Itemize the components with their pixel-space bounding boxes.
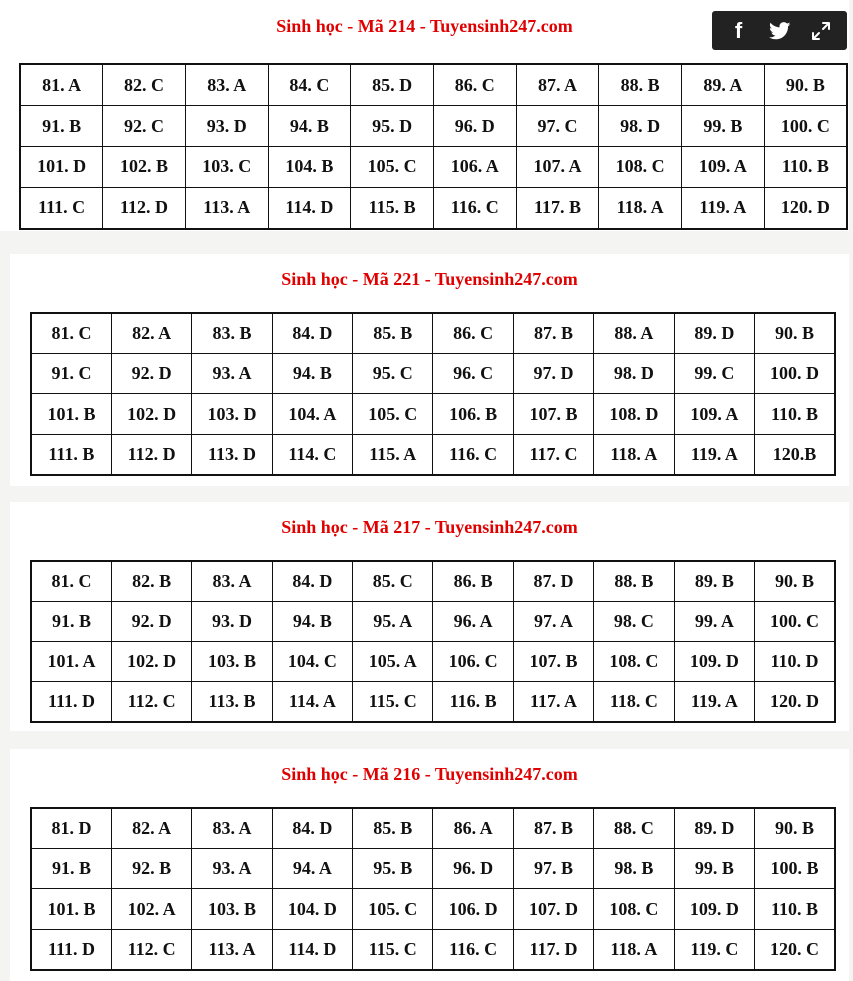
answer-cell: 94. A	[272, 849, 352, 889]
answer-cell: 97. D	[513, 354, 593, 394]
answer-cell: 116. C	[433, 434, 513, 475]
answer-cell: 107. A	[516, 146, 599, 187]
share-toolbar	[712, 11, 847, 50]
answer-cell: 94. B	[268, 106, 351, 147]
answer-cell: 87. D	[513, 561, 593, 602]
answer-cell: 100. C	[764, 106, 847, 147]
answer-cell: 103. B	[192, 641, 272, 681]
answer-cell: 106. C	[433, 641, 513, 681]
answer-cell: 115. C	[353, 681, 433, 722]
table-row	[31, 808, 835, 849]
twitter-share-button[interactable]	[765, 16, 795, 46]
answer-cell: 118. A	[594, 434, 674, 475]
answer-key-panel	[10, 502, 849, 731]
table-row	[31, 354, 835, 394]
answer-cell: 100. C	[755, 602, 835, 642]
answer-cell: 90. B	[755, 808, 835, 849]
answer-cell: 119. A	[682, 187, 765, 229]
answer-cell: 93. A	[192, 354, 272, 394]
answer-cell: 97. A	[513, 602, 593, 642]
answer-cell: 90. B	[755, 313, 835, 354]
answer-cell: 89. A	[682, 64, 765, 106]
answer-cell: 111. D	[31, 681, 111, 722]
table-row	[31, 929, 835, 970]
answer-cell: 102. D	[111, 394, 191, 434]
answer-cell: 110. B	[764, 146, 847, 187]
answer-cell: 112. D	[103, 187, 186, 229]
answer-cell: 111. C	[20, 187, 103, 229]
answer-cell: 90. B	[764, 64, 847, 106]
answer-cell: 92. C	[103, 106, 186, 147]
table-row	[20, 146, 847, 187]
answer-cell: 87. B	[513, 313, 593, 354]
answer-cell: 115. C	[353, 929, 433, 970]
answer-cell: 105. C	[353, 394, 433, 434]
answer-cell: 115. B	[351, 187, 434, 229]
answer-cell: 100. D	[755, 354, 835, 394]
answer-cell: 95. A	[353, 602, 433, 642]
answer-cell: 94. B	[272, 602, 352, 642]
answer-cell: 84. D	[272, 313, 352, 354]
answer-cell: 99. A	[674, 602, 754, 642]
answer-cell: 96. C	[433, 354, 513, 394]
section-title: Sinh học - Mã 214 - Tuyensinh247.com	[276, 16, 573, 36]
table-row	[20, 106, 847, 147]
answer-cell: 103. D	[192, 394, 272, 434]
answer-table	[30, 560, 836, 723]
answer-cell: 105. C	[353, 889, 433, 929]
section-title: Sinh học - Mã 216 - Tuyensinh247.com	[281, 764, 578, 784]
answer-cell: 106. B	[433, 394, 513, 434]
table-row	[20, 64, 847, 106]
answer-cell: 95. C	[353, 354, 433, 394]
answer-cell: 106. D	[433, 889, 513, 929]
answer-cell: 109. D	[674, 889, 754, 929]
answer-cell: 117. D	[513, 929, 593, 970]
answer-cell: 102. A	[111, 889, 191, 929]
answer-cell: 108. C	[599, 146, 682, 187]
answer-cell: 112. C	[111, 681, 191, 722]
answer-cell: 113. A	[192, 929, 272, 970]
answer-cell: 98. D	[594, 354, 674, 394]
answer-cell: 110. D	[755, 641, 835, 681]
answer-cell: 116. C	[433, 929, 513, 970]
answer-cell: 118. C	[594, 681, 674, 722]
answer-cell: 114. C	[272, 434, 352, 475]
answer-cell: 120.B	[755, 434, 835, 475]
answer-cell: 99. B	[674, 849, 754, 889]
answer-cell: 120. D	[755, 681, 835, 722]
answer-cell: 86. C	[433, 64, 516, 106]
answer-cell: 119. C	[674, 929, 754, 970]
answer-cell: 107. B	[513, 394, 593, 434]
answer-cell: 114. D	[272, 929, 352, 970]
answer-cell: 92. D	[111, 354, 191, 394]
answer-cell: 110. B	[755, 394, 835, 434]
answer-cell: 96. A	[433, 602, 513, 642]
answer-cell: 118. A	[594, 929, 674, 970]
answer-table	[30, 312, 836, 476]
answer-cell: 88. B	[599, 64, 682, 106]
answer-cell: 111. D	[31, 929, 111, 970]
answer-cell: 102. B	[103, 146, 186, 187]
answer-cell: 103. C	[185, 146, 268, 187]
answer-cell: 110. B	[755, 889, 835, 929]
facebook-icon: f	[734, 17, 743, 43]
answer-cell: 107. D	[513, 889, 593, 929]
answer-cell: 98. C	[594, 602, 674, 642]
answer-cell: 84. C	[268, 64, 351, 106]
twitter-icon	[769, 22, 791, 40]
answer-cell: 115. A	[353, 434, 433, 475]
answer-cell: 85. C	[353, 561, 433, 602]
answer-cell: 98. B	[594, 849, 674, 889]
answer-cell: 84. D	[272, 808, 352, 849]
answer-cell: 104. D	[272, 889, 352, 929]
answer-cell: 113. A	[185, 187, 268, 229]
answer-cell: 99. C	[674, 354, 754, 394]
answer-cell: 81. D	[31, 808, 111, 849]
answer-cell: 95. B	[353, 849, 433, 889]
answer-cell: 97. C	[516, 106, 599, 147]
answer-cell: 85. B	[353, 808, 433, 849]
answer-cell: 87. A	[516, 64, 599, 106]
table-row	[31, 434, 835, 475]
answer-cell: 104. B	[268, 146, 351, 187]
answer-cell: 89. D	[674, 313, 754, 354]
answer-cell: 113. B	[192, 681, 272, 722]
answer-cell: 117. A	[513, 681, 593, 722]
table-row	[31, 561, 835, 602]
facebook-share-button[interactable]	[724, 16, 754, 46]
answer-cell: 113. D	[192, 434, 272, 475]
answer-cell: 87. B	[513, 808, 593, 849]
answer-table	[19, 63, 848, 230]
answer-cell: 109. A	[682, 146, 765, 187]
table-row	[31, 889, 835, 929]
answer-key-panel	[10, 749, 849, 981]
answer-cell: 106. A	[433, 146, 516, 187]
answer-cell: 108. C	[594, 889, 674, 929]
answer-cell: 119. A	[674, 434, 754, 475]
section-title: Sinh học - Mã 221 - Tuyensinh247.com	[281, 269, 578, 289]
answer-cell: 105. C	[351, 146, 434, 187]
answer-cell: 81. C	[31, 313, 111, 354]
answer-cell: 118. A	[599, 187, 682, 229]
answer-cell: 101. A	[31, 641, 111, 681]
answer-cell: 100. B	[755, 849, 835, 889]
answer-cell: 86. B	[433, 561, 513, 602]
table-row	[20, 187, 847, 229]
answer-cell: 85. D	[351, 64, 434, 106]
answer-cell: 91. C	[31, 354, 111, 394]
answer-cell: 83. B	[192, 313, 272, 354]
answer-cell: 82. A	[111, 808, 191, 849]
answer-cell: 81. C	[31, 561, 111, 602]
answer-cell: 93. D	[192, 602, 272, 642]
answer-cell: 91. B	[31, 602, 111, 642]
answer-cell: 119. A	[674, 681, 754, 722]
answer-cell: 108. D	[594, 394, 674, 434]
answer-cell: 99. B	[682, 106, 765, 147]
answer-cell: 81. A	[20, 64, 103, 106]
answer-cell: 95. D	[351, 106, 434, 147]
answer-cell: 82. B	[111, 561, 191, 602]
expand-icon	[811, 21, 831, 41]
table-row	[31, 602, 835, 642]
answer-cell: 112. C	[111, 929, 191, 970]
answer-cell: 89. B	[674, 561, 754, 602]
table-row	[31, 849, 835, 889]
answer-cell: 117. C	[513, 434, 593, 475]
answer-cell: 83. A	[192, 561, 272, 602]
answer-cell: 88. B	[594, 561, 674, 602]
answer-cell: 94. B	[272, 354, 352, 394]
answer-cell: 116. C	[433, 187, 516, 229]
answer-cell: 98. D	[599, 106, 682, 147]
answer-cell: 85. B	[353, 313, 433, 354]
answer-cell: 109. A	[674, 394, 754, 434]
answer-cell: 114. D	[268, 187, 351, 229]
answer-cell: 93. A	[192, 849, 272, 889]
answer-cell: 111. B	[31, 434, 111, 475]
answer-cell: 96. D	[433, 106, 516, 147]
answer-table	[30, 807, 836, 971]
answer-cell: 97. B	[513, 849, 593, 889]
answer-cell: 101. D	[20, 146, 103, 187]
answer-cell: 102. D	[111, 641, 191, 681]
answer-cell: 108. C	[594, 641, 674, 681]
answer-cell: 86. C	[433, 313, 513, 354]
answer-cell: 91. B	[31, 849, 111, 889]
answer-cell: 105. A	[353, 641, 433, 681]
answer-cell: 117. B	[516, 187, 599, 229]
answer-cell: 92. D	[111, 602, 191, 642]
answer-cell: 101. B	[31, 394, 111, 434]
answer-cell: 101. B	[31, 889, 111, 929]
table-row	[31, 681, 835, 722]
answer-cell: 112. D	[111, 434, 191, 475]
answer-cell: 90. B	[755, 561, 835, 602]
answer-cell: 116. B	[433, 681, 513, 722]
answer-cell: 83. A	[185, 64, 268, 106]
table-row	[31, 313, 835, 354]
answer-cell: 83. A	[192, 808, 272, 849]
table-row	[31, 394, 835, 434]
answer-cell: 93. D	[185, 106, 268, 147]
answer-cell: 114. A	[272, 681, 352, 722]
answer-cell: 82. C	[103, 64, 186, 106]
answer-cell: 86. A	[433, 808, 513, 849]
table-row	[31, 641, 835, 681]
answer-cell: 104. C	[272, 641, 352, 681]
answer-cell: 107. B	[513, 641, 593, 681]
answer-cell: 120. D	[764, 187, 847, 229]
answer-cell: 92. B	[111, 849, 191, 889]
expand-button[interactable]	[806, 16, 836, 46]
section-title: Sinh học - Mã 217 - Tuyensinh247.com	[281, 517, 578, 537]
answer-cell: 82. A	[111, 313, 191, 354]
answer-cell: 120. C	[755, 929, 835, 970]
answer-cell: 104. A	[272, 394, 352, 434]
answer-cell: 109. D	[674, 641, 754, 681]
answer-cell: 89. D	[674, 808, 754, 849]
answer-key-panel	[10, 254, 849, 486]
answer-cell: 84. D	[272, 561, 352, 602]
answer-cell: 96. D	[433, 849, 513, 889]
answer-cell: 103. B	[192, 889, 272, 929]
answer-cell: 88. C	[594, 808, 674, 849]
answer-cell: 88. A	[594, 313, 674, 354]
answer-cell: 91. B	[20, 106, 103, 147]
